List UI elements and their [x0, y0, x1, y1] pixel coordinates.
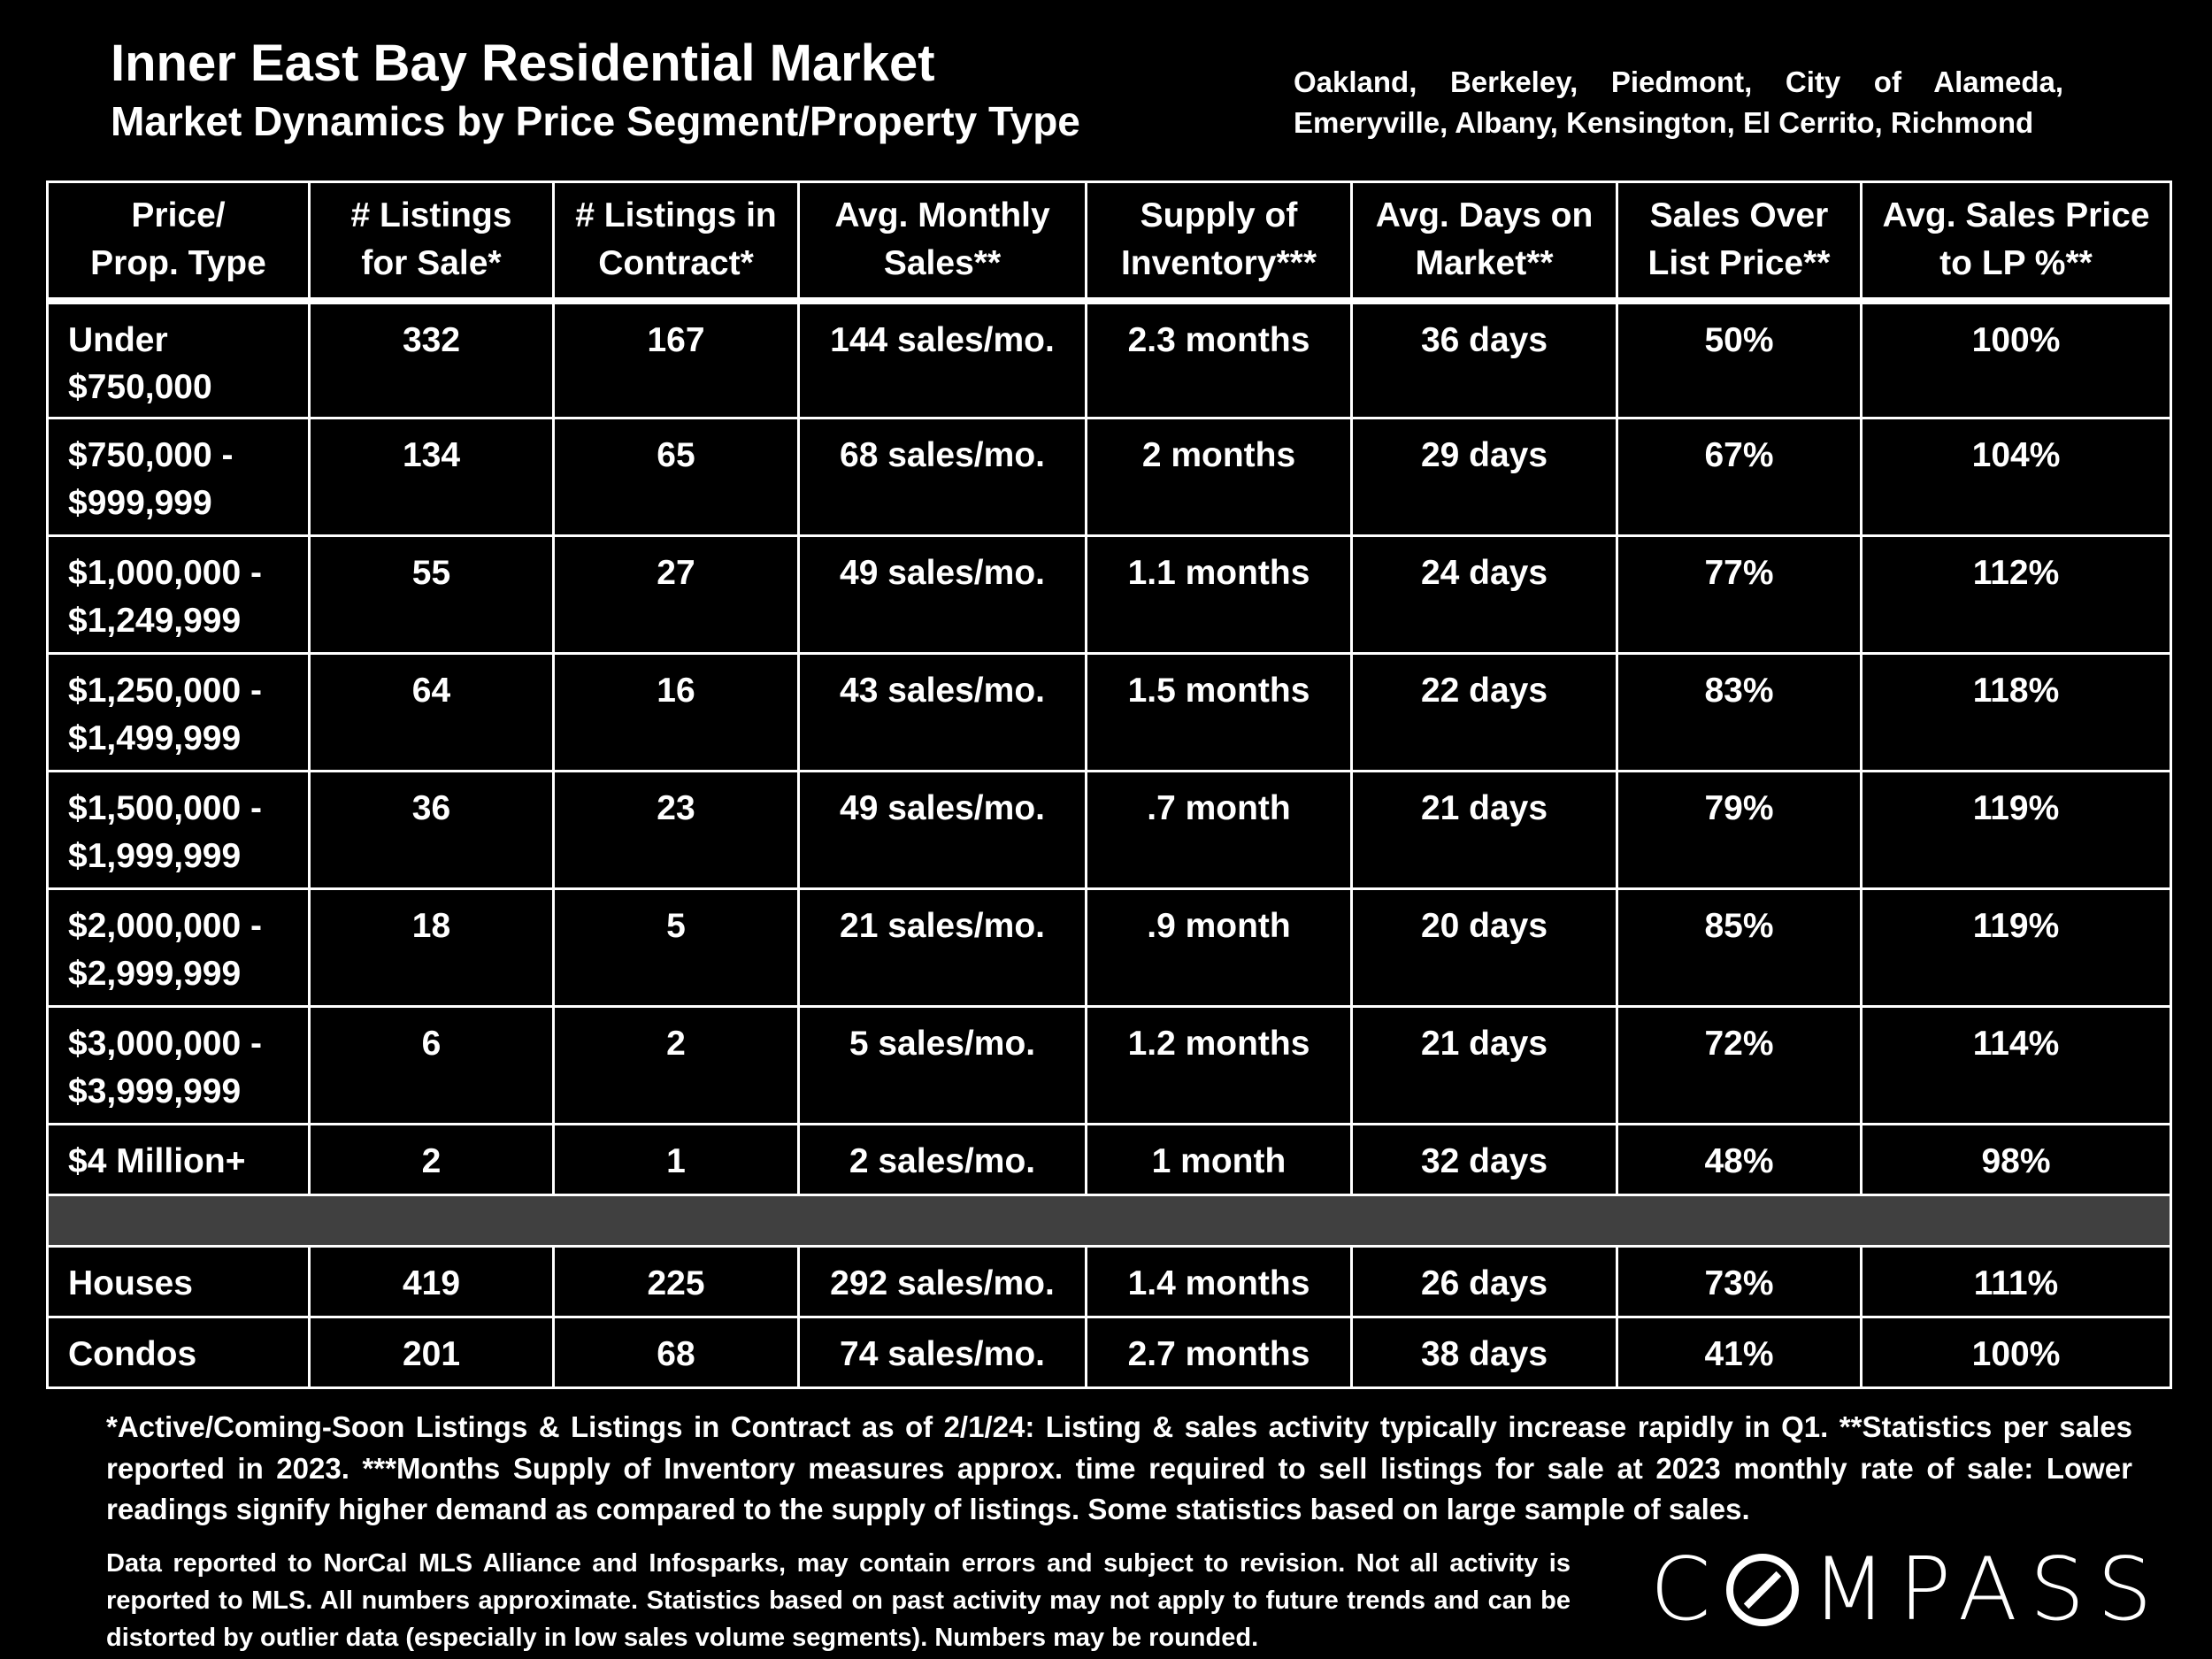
data-cell: 6	[310, 1007, 554, 1125]
data-cell: 332	[310, 301, 554, 419]
data-cell: 32 days	[1352, 1125, 1617, 1195]
data-cell: 1 month	[1087, 1125, 1352, 1195]
data-cell: .7 month	[1087, 772, 1352, 889]
data-cell: 64	[310, 654, 554, 772]
data-cell: 111%	[1862, 1247, 2171, 1317]
data-cell: 2	[554, 1007, 799, 1125]
footnote-main: *Active/Coming-Soon Listings & Listings in Contract as of 2/1/24: Listing & sales activity typically increase rapidly in Q1. **Statistics per sales reported in 2023. ***Months Supply of Inventory measures approx. time required to sell listings for sale at 2023 monthly rate of sale: Lower readings signify higher demand as compared to the supply of listings. Some statistics based on large sample of sales.	[106, 1410, 2132, 1526]
data-cell: 100%	[1862, 1317, 2171, 1388]
column-header: Avg. Monthly Sales**	[799, 182, 1087, 301]
data-cell: 49 sales/mo.	[799, 536, 1087, 654]
row-label-cell: Under $750,000	[48, 301, 310, 419]
row-label-cell: $3,000,000 - $3,999,999	[48, 1007, 310, 1125]
table-row	[48, 654, 2171, 772]
data-cell: 36	[310, 772, 554, 889]
data-cell: 20 days	[1352, 889, 1617, 1007]
data-cell: 49 sales/mo.	[799, 772, 1087, 889]
data-cell: 118%	[1862, 654, 2171, 772]
data-cell: 72%	[1617, 1007, 1862, 1125]
data-cell: 85%	[1617, 889, 1862, 1007]
data-cell: 67%	[1617, 419, 1862, 536]
table-row	[48, 889, 2171, 1007]
table-row	[48, 301, 2171, 419]
row-label-cell: Condos	[48, 1317, 310, 1388]
table-header-row	[48, 182, 2171, 301]
data-cell: 98%	[1862, 1125, 2171, 1195]
data-cell: 38 days	[1352, 1317, 1617, 1388]
table-row	[48, 1125, 2171, 1195]
data-cell: 1	[554, 1125, 799, 1195]
data-cell: 68	[554, 1317, 799, 1388]
data-cell: 419	[310, 1247, 554, 1317]
data-cell: 2 months	[1087, 419, 1352, 536]
row-label-cell: $1,000,000 - $1,249,999	[48, 536, 310, 654]
data-cell: 2 sales/mo.	[799, 1125, 1087, 1195]
data-cell: 21 sales/mo.	[799, 889, 1087, 1007]
row-label-cell: $2,000,000 - $2,999,999	[48, 889, 310, 1007]
data-cell: 79%	[1617, 772, 1862, 889]
logo-text-start: C	[1650, 1540, 1724, 1640]
data-cell: 225	[554, 1247, 799, 1317]
covered-areas: Oakland, Berkeley, Piedmont, City of Alameda, Emeryville, Albany, Kensington, El Cerrito, Richmond	[1294, 65, 2063, 140]
compass-logo	[1650, 1540, 2164, 1640]
price-segment-rows	[48, 301, 2171, 1195]
data-cell: 2.3 months	[1087, 301, 1352, 419]
data-cell: 16	[554, 654, 799, 772]
row-label-cell: $1,250,000 - $1,499,999	[48, 654, 310, 772]
data-cell: 292 sales/mo.	[799, 1247, 1087, 1317]
row-label-cell: $4 Million+	[48, 1125, 310, 1195]
data-cell: 43 sales/mo.	[799, 654, 1087, 772]
data-cell: 22 days	[1352, 654, 1617, 772]
data-cell: 201	[310, 1317, 554, 1388]
property-type-rows	[48, 1247, 2171, 1388]
data-cell: 55	[310, 536, 554, 654]
data-cell: 24 days	[1352, 536, 1617, 654]
data-cell: 73%	[1617, 1247, 1862, 1317]
data-cell: .9 month	[1087, 889, 1352, 1007]
column-header: Price/ Prop. Type	[48, 182, 310, 301]
column-header: Avg. Days on Market**	[1352, 182, 1617, 301]
page-title: Inner East Bay Residential Market	[111, 35, 935, 92]
data-cell: 21 days	[1352, 1007, 1617, 1125]
column-header: # Listings in Contract*	[554, 182, 799, 301]
column-header: # Listings for Sale*	[310, 182, 554, 301]
data-cell: 167	[554, 301, 799, 419]
data-cell: 134	[310, 419, 554, 536]
table-separator-row	[48, 1195, 2171, 1247]
table-row	[48, 536, 2171, 654]
data-cell: 29 days	[1352, 419, 1617, 536]
data-cell: 21 days	[1352, 772, 1617, 889]
table-row	[48, 419, 2171, 536]
data-cell: 65	[554, 419, 799, 536]
data-cell: 1.1 months	[1087, 536, 1352, 654]
data-cell: 1.5 months	[1087, 654, 1352, 772]
column-header: Supply of Inventory***	[1087, 182, 1352, 301]
row-label-cell: $750,000 - $999,999	[48, 419, 310, 536]
market-dynamics-table	[46, 180, 2172, 1389]
data-cell: 2	[310, 1125, 554, 1195]
data-cell: 26 days	[1352, 1247, 1617, 1317]
data-cell: 18	[310, 889, 554, 1007]
data-cell: 119%	[1862, 772, 2171, 889]
data-cell: 74 sales/mo.	[799, 1317, 1087, 1388]
column-header: Sales Over List Price**	[1617, 182, 1862, 301]
separator-cell	[48, 1195, 2171, 1247]
data-cell: 77%	[1617, 536, 1862, 654]
row-label-cell: $1,500,000 - $1,999,999	[48, 772, 310, 889]
data-cell: 112%	[1862, 536, 2171, 654]
data-cell: 50%	[1617, 301, 1862, 419]
footnote-disclaimer: Data reported to NorCal MLS Alliance and Infosparks, may contain errors and subject to revision. Not all activity is reported to MLS. All numbers approximate. Statistics based on past activity may not apply to future trends and can be distorted by outlier data (especially in low sales volume segments). Numbers may be rounded.	[106, 1549, 1571, 1652]
row-label-cell: Houses	[48, 1247, 310, 1317]
data-cell: 104%	[1862, 419, 2171, 536]
data-cell: 41%	[1617, 1317, 1862, 1388]
table-row	[48, 1007, 2171, 1125]
data-cell: 119%	[1862, 889, 2171, 1007]
data-cell: 23	[554, 772, 799, 889]
table-row	[48, 772, 2171, 889]
logo-text-end: MPASS	[1811, 1540, 2165, 1640]
data-cell: 1.2 months	[1087, 1007, 1352, 1125]
data-cell: 2.7 months	[1087, 1317, 1352, 1388]
logo-o-icon	[1726, 1554, 1799, 1626]
table-row	[48, 1247, 2171, 1317]
page-subtitle: Market Dynamics by Price Segment/Property Type	[111, 98, 1080, 144]
table-row	[48, 1317, 2171, 1388]
data-cell: 36 days	[1352, 301, 1617, 419]
data-cell: 1.4 months	[1087, 1247, 1352, 1317]
data-cell: 5	[554, 889, 799, 1007]
data-cell: 27	[554, 536, 799, 654]
data-cell: 144 sales/mo.	[799, 301, 1087, 419]
data-cell: 5 sales/mo.	[799, 1007, 1087, 1125]
data-cell: 100%	[1862, 301, 2171, 419]
column-header: Avg. Sales Price to LP %**	[1862, 182, 2171, 301]
data-cell: 83%	[1617, 654, 1862, 772]
data-cell: 114%	[1862, 1007, 2171, 1125]
data-cell: 68 sales/mo.	[799, 419, 1087, 536]
data-cell: 48%	[1617, 1125, 1862, 1195]
